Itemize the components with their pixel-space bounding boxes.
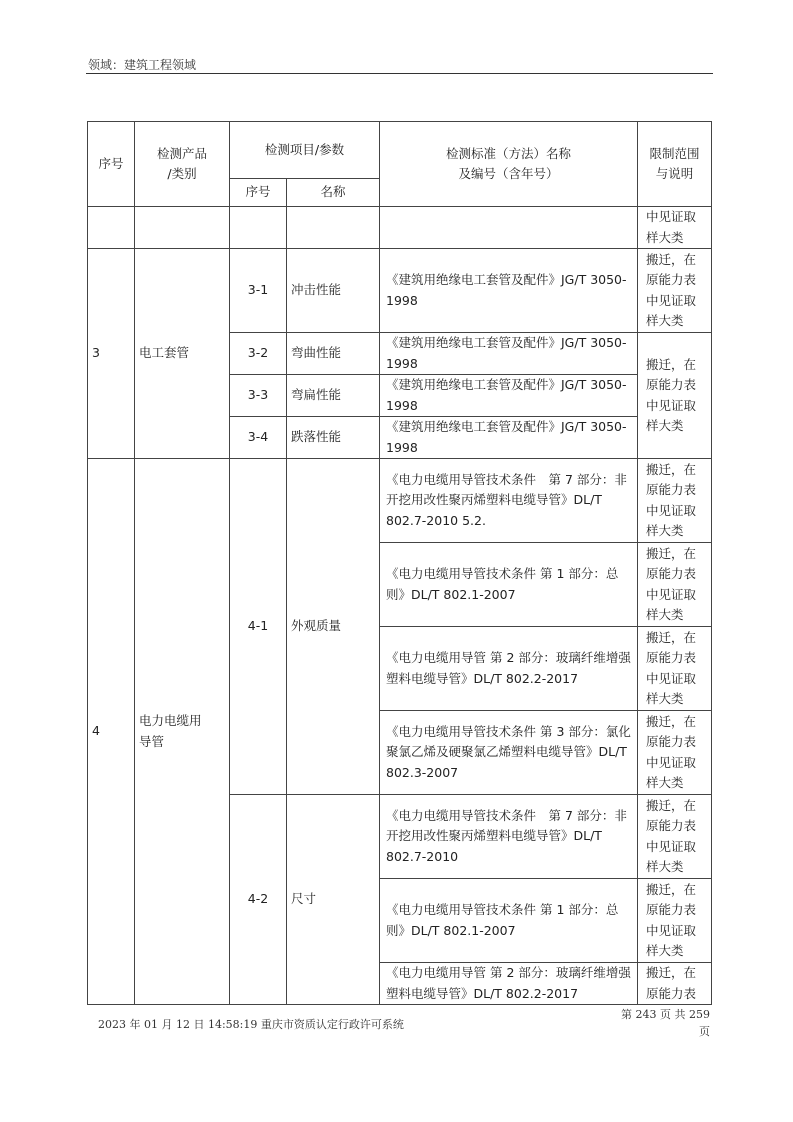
item-name: 跌落性能 — [287, 417, 380, 459]
header-item-name: 名称 — [287, 179, 380, 207]
item-name: 冲击性能 — [287, 249, 380, 333]
header-limit: 限制范围 与说明 — [638, 122, 712, 207]
header-divider — [86, 73, 713, 74]
standard-cell: 《建筑用绝缘电工套管及配件》JG/T 3050-1998 — [380, 333, 638, 375]
header-items: 检测项目/参数 — [230, 122, 380, 179]
item-seq: 3-3 — [230, 375, 287, 417]
capability-table — [87, 121, 712, 1005]
footer-timestamp: 2023 年 01 月 12 日 14:58:19 重庆市资质认定行政许可系统 — [98, 1018, 404, 1031]
page-number-line1: 第 243 页 共 259 — [621, 1008, 710, 1021]
standard-cell: 《建筑用绝缘电工套管及配件》JG/T 3050-1998 — [380, 375, 638, 417]
item-seq: 3-4 — [230, 417, 287, 459]
standard-cell: 《电力电缆用导管技术条件 第 1 部分：总则》DL/T 802.1-2007 — [380, 879, 638, 963]
standard-cell: 《电力电缆用导管技术条件 第 1 部分：总则》DL/T 802.1-2007 — [380, 543, 638, 627]
limit-cell: 搬迁，在 原能力表 中见证取 样大类 — [638, 543, 712, 627]
limit-cell: 搬迁，在 原能力表 中见证取 样大类 — [638, 711, 712, 795]
limit-cell: 中见证取 样大类 — [638, 207, 712, 249]
item-seq: 3-2 — [230, 333, 287, 375]
item-seq: 3-1 — [230, 249, 287, 333]
standard-cell: 《建筑用绝缘电工套管及配件》JG/T 3050-1998 — [380, 249, 638, 333]
limit-cell: 搬迁，在 原能力表 — [638, 963, 712, 1005]
header-standard: 检测标准（方法）名称 及编号（含年号） — [380, 122, 638, 207]
limit-cell: 搬迁，在 原能力表 中见证取 样大类 — [638, 795, 712, 879]
standard-cell: 《电力电缆用导管 第 2 部分：玻璃纤维增强塑料电缆导管》DL/T 802.2-2017 — [380, 963, 638, 1005]
limit-cell: 搬迁，在 原能力表 中见证取 样大类 — [638, 879, 712, 963]
limit-cell: 搬迁，在 原能力表 中见证取 样大类 — [638, 627, 712, 711]
header-seq: 序号 — [88, 122, 135, 207]
standard-cell: 《电力电缆用导管技术条件 第 3 部分：氯化聚氯乙烯及硬聚氯乙烯塑料电缆导管》DL/T 802.3-2007 — [380, 711, 638, 795]
item-name: 尺寸 — [287, 795, 380, 1005]
item-seq: 4-1 — [230, 459, 287, 795]
header-item-seq: 序号 — [230, 179, 287, 207]
item-name: 弯扁性能 — [287, 375, 380, 417]
group-seq: 3 — [88, 249, 135, 459]
header-product: 检测产品 /类别 — [135, 122, 230, 207]
standard-cell: 《电力电缆用导管技术条件 第 7 部分：非开挖用改性聚丙烯塑料电缆导管》DL/T 802.7-2010 — [380, 795, 638, 879]
group-product: 电工套管 — [135, 249, 230, 459]
domain-header: 领域：建筑工程领域 — [88, 58, 197, 72]
item-seq: 4-2 — [230, 795, 287, 1005]
standard-cell: 《电力电缆用导管 第 2 部分：玻璃纤维增强塑料电缆导管》DL/T 802.2-2017 — [380, 627, 638, 711]
limit-cell: 搬迁，在 原能力表 中见证取 样大类 — [638, 249, 712, 333]
group-seq: 4 — [88, 459, 135, 1005]
limit-cell: 搬迁，在 原能力表 中见证取 样大类 — [638, 459, 712, 543]
group-product: 电力电缆用 导管 — [135, 459, 230, 1005]
standard-cell: 《电力电缆用导管技术条件 第 7 部分：非开挖用改性聚丙烯塑料电缆导管》DL/T 802.7-2010 5.2. — [380, 459, 638, 543]
page-number-line2: 页 — [699, 1025, 710, 1038]
item-name: 外观质量 — [287, 459, 380, 795]
page-number — [610, 1006, 710, 1040]
limit-cell: 搬迁，在 原能力表 中见证取 样大类 — [638, 333, 712, 459]
item-name: 弯曲性能 — [287, 333, 380, 375]
standard-cell: 《建筑用绝缘电工套管及配件》JG/T 3050-1998 — [380, 417, 638, 459]
